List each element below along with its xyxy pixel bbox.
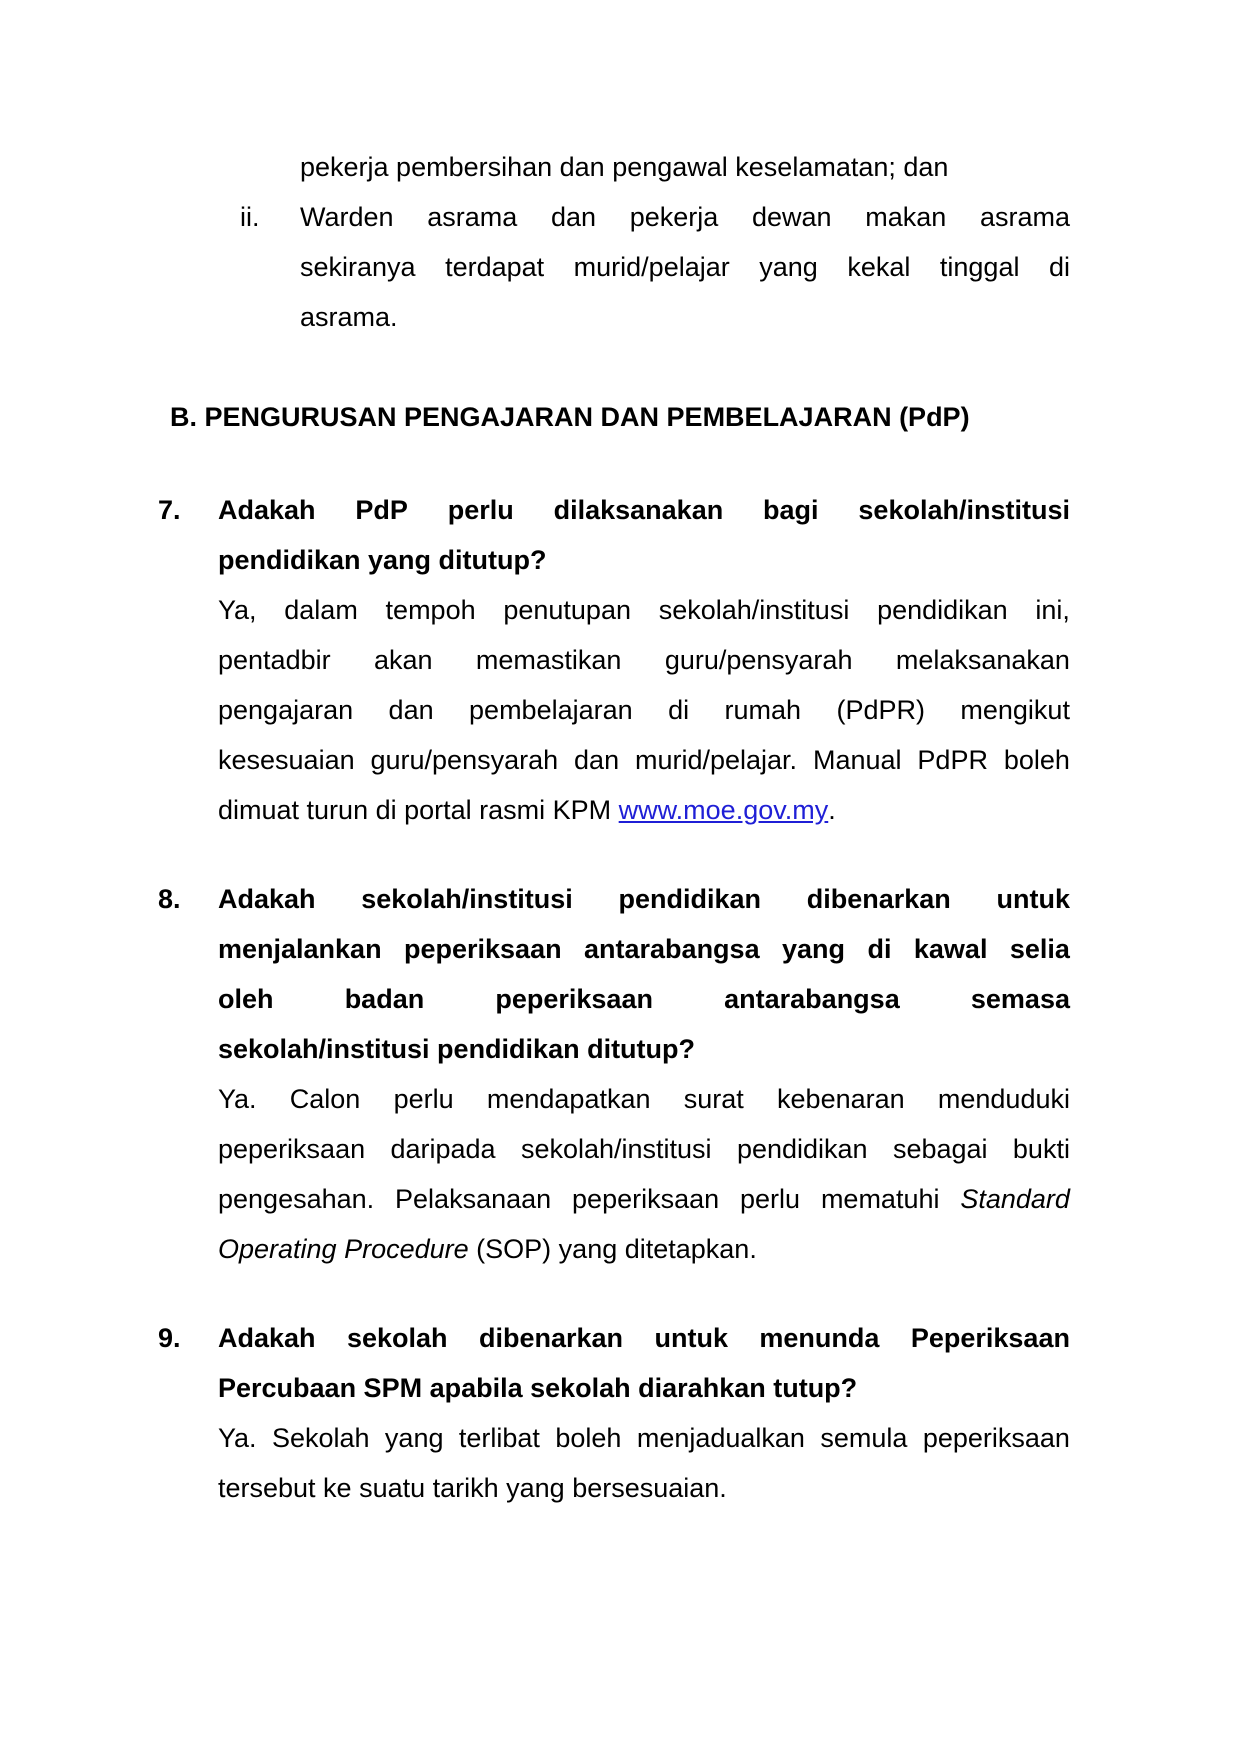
answer-7-line: [218, 685, 1070, 735]
word: daripada: [390, 1134, 496, 1164]
word: antarabangsa: [584, 934, 760, 964]
word: dibenarkan: [806, 884, 951, 914]
word: kawal: [913, 934, 988, 964]
word: tinggal: [939, 252, 1020, 282]
word: badan: [344, 984, 425, 1014]
word: yang: [782, 934, 846, 964]
answer-7-line: [218, 785, 1070, 835]
word: pendidikan: [877, 595, 1008, 625]
italic-word: Standard: [960, 1184, 1070, 1214]
word: (PdPR): [836, 695, 925, 725]
list-item-ii-line: [300, 192, 1070, 242]
answer-7-line: [218, 585, 1070, 635]
word: sekolah/institusi: [858, 495, 1070, 525]
question-number-9: 9.: [158, 1323, 181, 1353]
answer-8-line: [218, 1174, 1070, 1224]
word: di: [867, 934, 892, 964]
word: kebenaran: [777, 1084, 905, 1114]
word: semula: [820, 1423, 908, 1453]
word: antarabangsa: [724, 984, 900, 1014]
word: murid/pelajar: [573, 252, 730, 282]
question-8-line-text: sekolah/institusi pendidikan ditutup?: [218, 1034, 696, 1064]
section-heading: B. PENGURUSAN PENGAJARAN DAN PEMBELAJARAN (PdP): [170, 402, 970, 432]
answer-8-italic-text: Operating Procedure: [218, 1234, 469, 1264]
word: Calon: [289, 1084, 361, 1114]
question-9-line: [218, 1313, 1070, 1363]
word: perlu: [393, 1084, 454, 1114]
question-8: [218, 874, 1070, 1274]
word: Adakah: [218, 884, 316, 914]
word: Ya,: [218, 595, 257, 625]
answer-7-last-text: dimuat turun di portal rasmi KPM: [218, 795, 612, 825]
question-8-line: [218, 924, 1070, 974]
word: ini,: [1035, 595, 1070, 625]
question-7-line: [218, 535, 1070, 585]
word: guru/pensyarah: [664, 645, 853, 675]
question-9-line: [218, 1363, 1070, 1413]
answer-7-period: .: [828, 795, 836, 825]
word: mematuhi: [820, 1184, 940, 1214]
word: Ya.: [218, 1084, 257, 1114]
word: akan: [373, 645, 433, 675]
word: sebagai: [892, 1134, 988, 1164]
answer-8-line: [218, 1224, 1070, 1274]
word: asrama: [427, 202, 518, 232]
word: bagi: [763, 495, 819, 525]
word: dan: [574, 745, 620, 775]
word: peperiksaan: [922, 1423, 1070, 1453]
question-8-line: [218, 1024, 1070, 1074]
list-item-ii-line-text: asrama.: [300, 302, 398, 332]
word: sekolah/institusi: [361, 884, 573, 914]
word: pengesahan.: [218, 1184, 375, 1214]
word: Pelaksanaan: [395, 1184, 552, 1214]
answer-7-line: [218, 635, 1070, 685]
word: Peperiksaan: [910, 1323, 1070, 1353]
moe-website-link[interactable]: www.moe.gov.my: [618, 795, 829, 825]
word: kesesuaian: [218, 745, 355, 775]
word: PdPR: [917, 745, 988, 775]
word: surat: [683, 1084, 744, 1114]
word: tempoh: [385, 595, 476, 625]
word: mendapatkan: [486, 1084, 651, 1114]
word: Adakah: [218, 1323, 316, 1353]
question-8-line: [218, 974, 1070, 1024]
word: Manual: [812, 745, 902, 775]
word: di: [1048, 252, 1070, 282]
word: perlu: [740, 1184, 801, 1214]
answer-7-line: [218, 735, 1070, 785]
word: pembelajaran: [469, 695, 633, 725]
word: rumah: [724, 695, 802, 725]
word: terlibat: [458, 1423, 540, 1453]
word: peperiksaan: [218, 1134, 366, 1164]
word: yang: [384, 1423, 444, 1453]
answer-9-line-text: tersebut ke suatu tarikh yang bersesuaian.: [218, 1473, 727, 1503]
word: terdapat: [445, 252, 545, 282]
question-7: [218, 485, 1070, 835]
answer-9-line: [218, 1463, 1070, 1513]
word: asrama: [979, 202, 1070, 232]
word: Warden: [300, 202, 394, 232]
list-item-ii: [300, 192, 1070, 342]
word: pentadbir: [218, 645, 331, 675]
word: sekolah/institusi: [658, 595, 850, 625]
word: murid/pelajar.: [634, 745, 798, 775]
word: kekal: [847, 252, 911, 282]
word: boleh: [1003, 745, 1070, 775]
word: Ya.: [218, 1423, 257, 1453]
word: guru/pensyarah: [370, 745, 559, 775]
word: PdP: [355, 495, 408, 525]
word: peperiksaan: [495, 984, 653, 1014]
word: pekerja: [629, 202, 719, 232]
question-8-line: [218, 874, 1070, 924]
word: menunda: [759, 1323, 880, 1353]
word: menduduki: [937, 1084, 1070, 1114]
list-item-ii-line: [300, 242, 1070, 292]
word: dalam: [284, 595, 358, 625]
word: pendidikan: [618, 884, 762, 914]
word: untuk: [996, 884, 1070, 914]
answer-8-line: [218, 1074, 1070, 1124]
word: boleh: [555, 1423, 622, 1453]
word: peperiksaan: [404, 934, 562, 964]
word: yang: [759, 252, 818, 282]
word: dilaksanakan: [553, 495, 724, 525]
list-item-ii-line: [300, 292, 1070, 342]
word: semasa: [970, 984, 1070, 1014]
word: dibenarkan: [478, 1323, 624, 1353]
question-number-8: 8.: [158, 884, 181, 914]
answer-8-line: [218, 1124, 1070, 1174]
list-item-i-tail: [300, 142, 1070, 192]
answer-9-line: [218, 1413, 1070, 1463]
list-continuation: [300, 142, 1070, 192]
answer-8-last-text: (SOP) yang ditetapkan.: [476, 1234, 757, 1264]
question-9: [218, 1313, 1070, 1513]
word: menjalankan: [218, 934, 382, 964]
word: Adakah: [218, 495, 316, 525]
word: bukti: [1012, 1134, 1070, 1164]
word: di: [668, 695, 690, 725]
word: penutupan: [503, 595, 631, 625]
question-number-7: 7.: [158, 495, 181, 525]
word: sekolah/institusi: [520, 1134, 712, 1164]
question-7-line: [218, 485, 1070, 535]
list-marker-ii: ii.: [240, 202, 260, 232]
question-9-line-text: Percubaan SPM apabila sekolah diarahkan tutup?: [218, 1373, 858, 1403]
word: menjadualkan: [636, 1423, 805, 1453]
word: sekiranya: [300, 252, 416, 282]
word: dan: [550, 202, 597, 232]
word: mengikut: [960, 695, 1070, 725]
word: memastikan: [475, 645, 622, 675]
word: untuk: [654, 1323, 728, 1353]
question-7-line-text: pendidikan yang ditutup?: [218, 545, 547, 575]
word: perlu: [447, 495, 514, 525]
word: pendidikan: [736, 1134, 868, 1164]
word: melaksanakan: [895, 645, 1070, 675]
word: pengajaran: [218, 695, 354, 725]
word: sekolah: [346, 1323, 448, 1353]
word: peperiksaan: [572, 1184, 720, 1214]
word: selia: [1009, 934, 1070, 964]
word: dewan: [751, 202, 832, 232]
word: Sekolah: [271, 1423, 370, 1453]
word: dan: [388, 695, 434, 725]
list-item-i-tail-text: pekerja pembersihan dan pengawal keselamatan; dan: [300, 152, 949, 182]
word: oleh: [218, 984, 274, 1014]
word: makan: [865, 202, 947, 232]
